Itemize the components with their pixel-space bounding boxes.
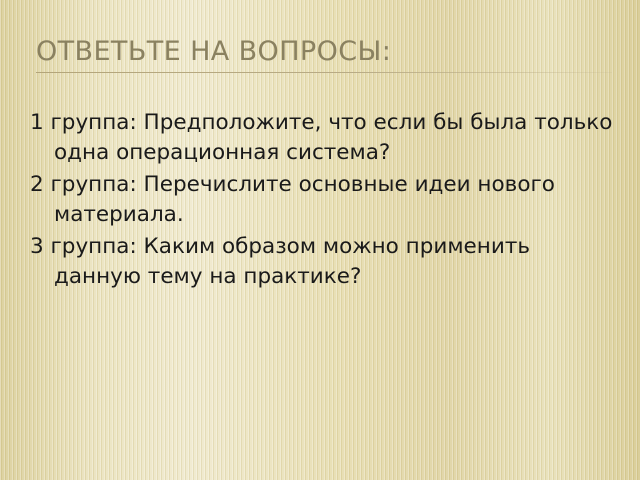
slide-body [30, 108, 616, 294]
slide-title-block [36, 36, 612, 84]
page-title: ОТВЕТЬТЕ НА ВОПРОСЫ: [36, 36, 392, 67]
body-paragraph: 3 группа: Каким образом можно применить данную тему на практике? [30, 234, 531, 289]
body-paragraph: 2 группа: Перечислите основные идеи нового материала. [30, 172, 555, 227]
title-divider [36, 72, 612, 73]
body-paragraph: 1 группа: Предположите, что если бы была только одна операционная система? [30, 110, 613, 165]
